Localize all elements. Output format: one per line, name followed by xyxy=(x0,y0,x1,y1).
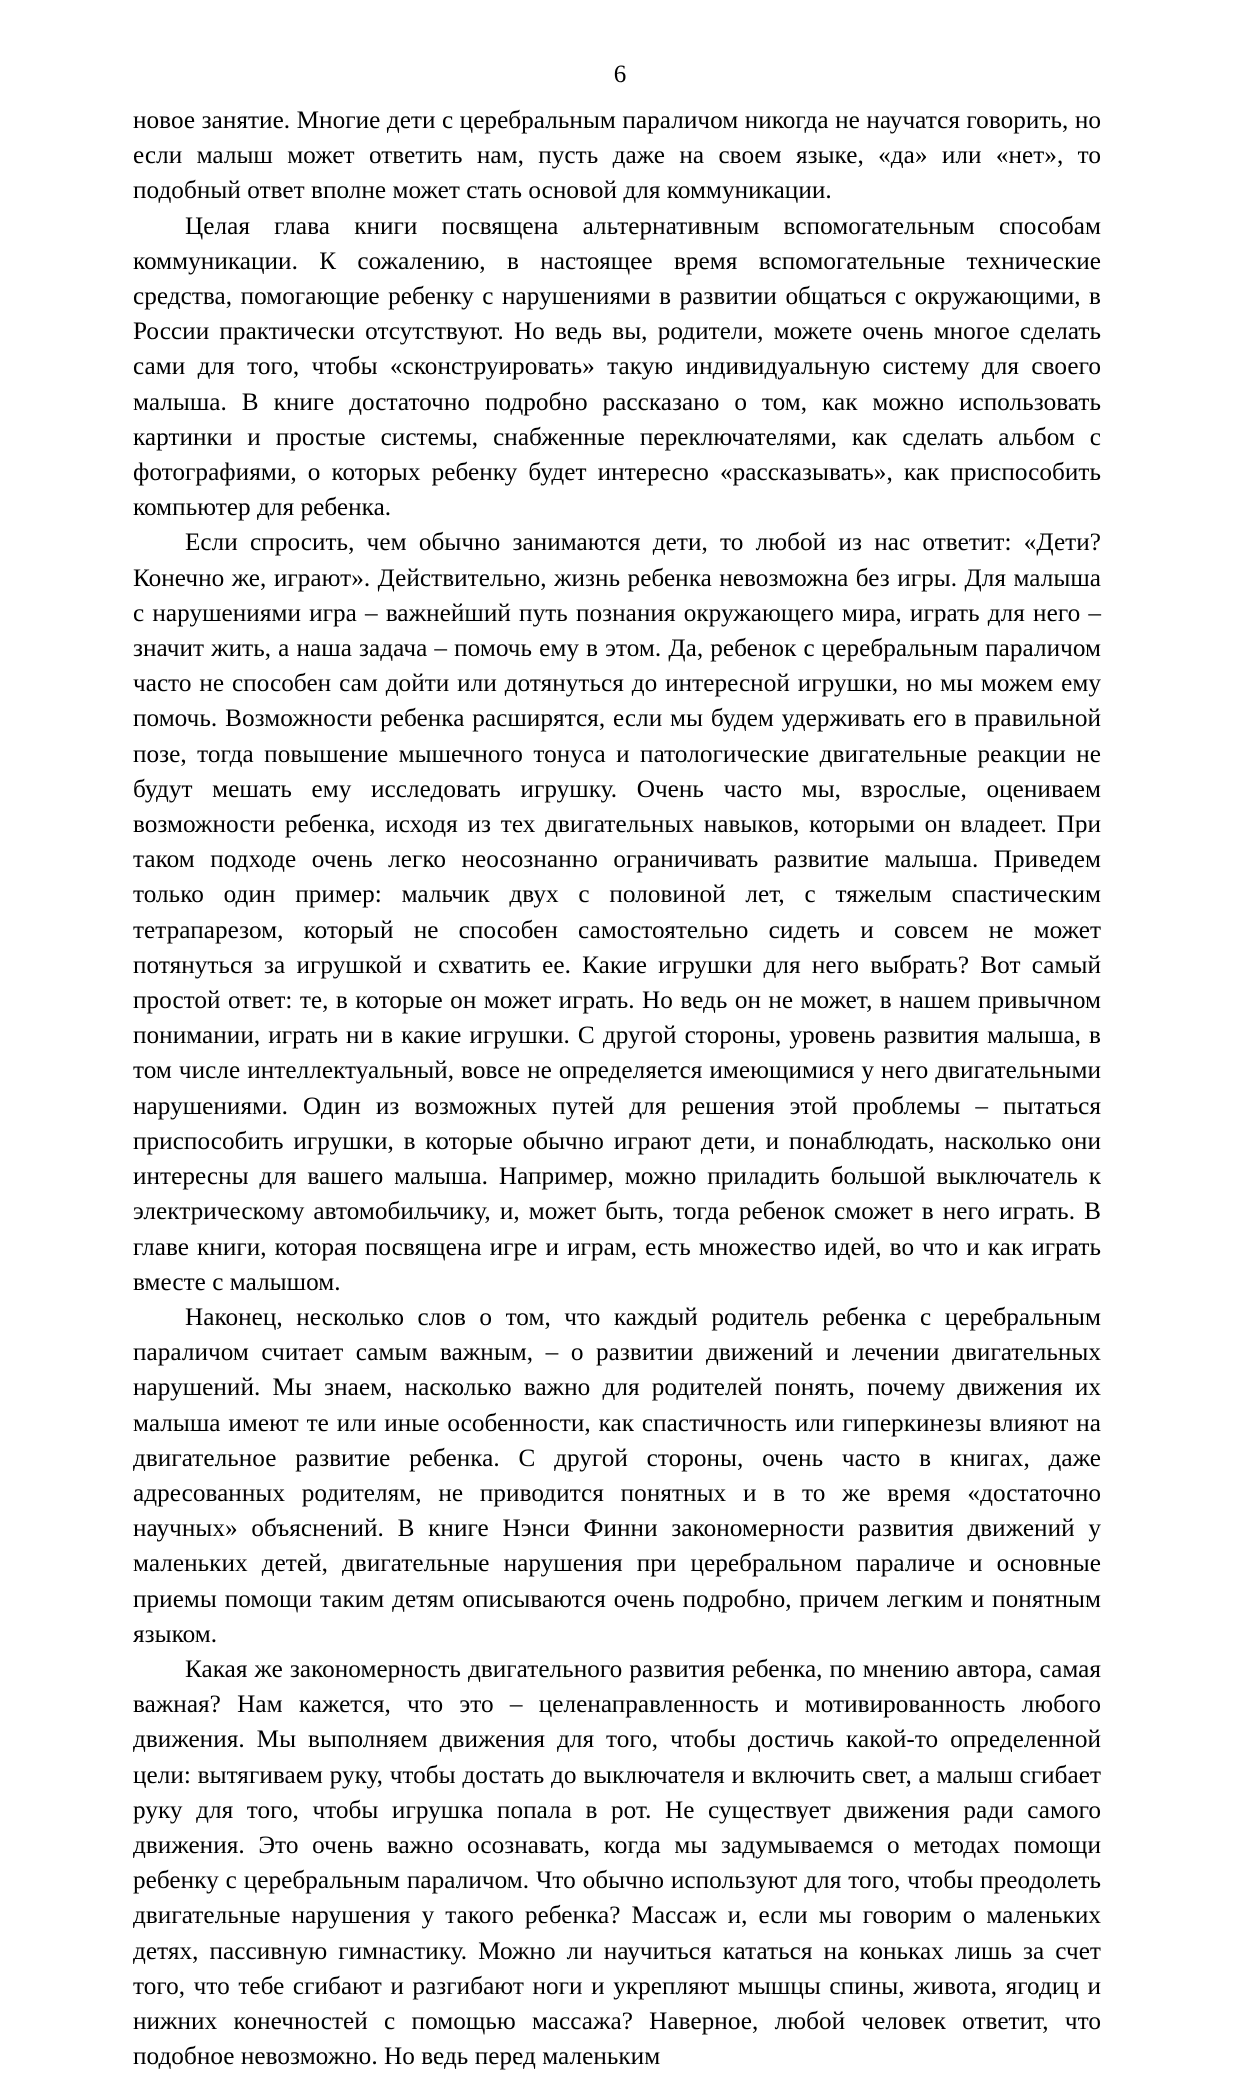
page-number: 6 xyxy=(613,61,627,88)
paragraph-5: Какая же закономерность двигательного развития ребенка, по мнению автора, самая важная? Нам кажется, что это – целенаправленность и мотивированность любого движения. Мы выполняем движения для того, чтобы достичь какой-то определенной цели: вытягиваем руку, чтобы достать до выключателя и включить свет, а малыш сгибает руку для того, чтобы игрушка попала в рот. Не существует движения ради самого движения. Это очень важно осознавать, когда мы задумываемся о методах помощи ребенку с церебральным параличом. Что обычно используют для того, чтобы преодолеть двигательные нарушения у такого ребенка? Массаж и, если мы говорим о маленьких детях, пассивную гимнастику. Можно ли научиться кататься на коньках лишь за счет того, что тебе сгибают и разгибают ноги и укрепляют мышцы спины, живота, ягодиц и нижних конечностей с помощью массажа? Наверное, любой человек ответит, что подобное невозможно. Но ведь перед маленьким xyxy=(133,1655,1101,2071)
paragraph-4: Наконец, несколько слов о том, что каждый родитель ребенка с церебральным параличом считает самым важным, – о развитии движений и лечении двигательных нарушений. Мы знаем, насколько важно для родителей понять, почему движения их малыша имеют те или иные особенности, как спастичность или гиперкинезы влияют на двигательное развитие ребенка. С другой стороны, очень часто в книгах, даже адресованных родителям, не приводится понятных и в то же время «достаточно научных» объяснений. В книге Нэнси Финни закономерности развития движений у маленьких детей, двигательные нарушения при церебральном параличе и основные приемы помощи таким детям описываются очень подробно, причем легким и понятным языком. xyxy=(133,1303,1101,1648)
body-text-block xyxy=(133,103,1101,2074)
paragraph-1: новое занятие. Многие дети с церебральным параличом никогда не научатся говорить, но если малыш может ответить нам, пусть даже на своем языке, «да» или «нет», то подобный ответ вполне может стать основой для коммуникации. xyxy=(133,107,1101,205)
paragraph-3: Если спросить, чем обычно занимаются дети, то любой из нас ответит: «Дети? Конечно же, играют». Действительно, жизнь ребенка невозможна без игры. Для малыша с нарушениями игра – важнейший путь познания окружающего мира, играть для него – значит жить, а наша задача – помочь ему в этом. Да, ребенок с церебральным параличом часто не способен сам дойти или дотянуться до интересной игрушки, но мы можем ему помочь. Возможности ребенка расширятся, если мы будем удерживать его в правильной позе, тогда повышение мышечного тонуса и патологические двигательные реакции не будут мешать ему исследовать игрушку. Очень часто мы, взрослые, оцениваем возможности ребенка, исходя из тех двигательных навыков, которыми он владеет. При таком подходе очень легко неосознанно ограничивать развитие малыша. Приведем только один пример: мальчик двух с половиной лет, с тяжелым спастическим тетрапарезом, который не способен самостоятельно сидеть и совсем не может потянуться за игрушкой и схватить ее. Какие игрушки для него выбрать? Вот самый простой ответ: те, в которые он может играть. Но ведь он не может, в нашем привычном понимании, играть ни в какие игрушки. С другой стороны, уровень развития малыша, в том числе интеллектуальный, вовсе не определяется имеющимися у него двигательными нарушениями. Один из возможных путей для решения этой проблемы – пытаться приспособить игрушки, в которые обычно играют дети, и понаблюдать, насколько они интересны для вашего малыша. Например, можно приладить большой выключатель к электрическому автомобильчику, и, может быть, тогда ребенок сможет в него играть. В главе книги, которая посвящена игре и играм, есть множество идей, во что и как играть вместе с малышом. xyxy=(133,529,1101,1296)
paragraph-2: Целая глава книги посвящена альтернативным вспомогательным способам коммуникации. К сожалению, в настоящее время вспомогательные технические средства, помогающие ребенку с нарушениями в развитии общаться с окружающими, в России практически отсутствуют. Но ведь вы, родители, можете очень многое сделать сами для того, чтобы «сконструировать» такую индивидуальную систему для своего малыша. В книге достаточно подробно рассказано о том, как можно использовать картинки и простые системы, снабженные переключателями, как сделать альбом с фотографиями, о которых ребенку будет интересно «рассказывать», как приспособить компьютер для ребенка. xyxy=(133,212,1101,522)
